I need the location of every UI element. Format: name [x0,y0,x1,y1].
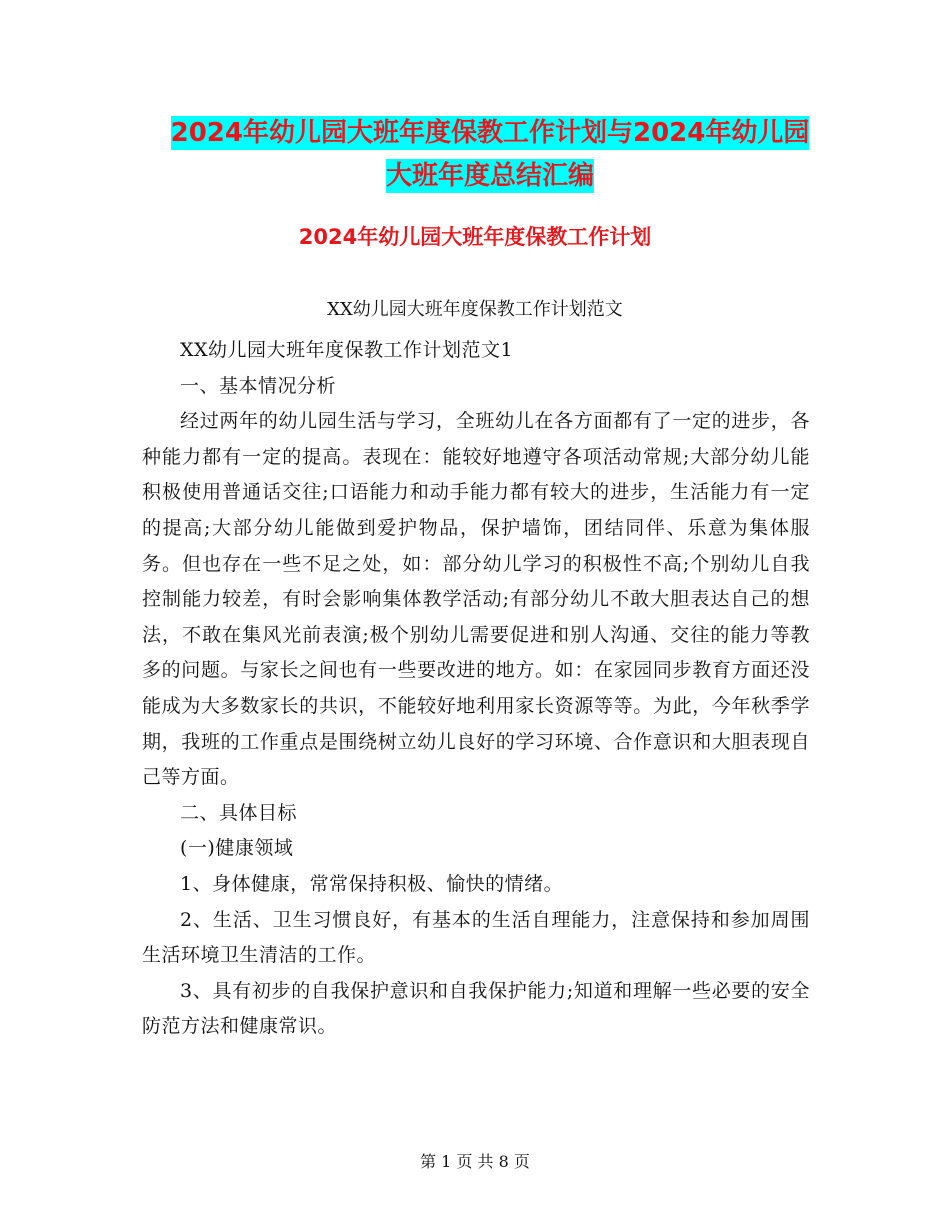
paragraph: 1、身体健康，常常保持积极、愉快的情绪。 [180,872,564,895]
document-title [140,112,840,198]
paragraph: (一)健康领域 [180,837,294,860]
paragraph: 一、基本情况分析 [180,374,337,397]
paragraph: XX幼儿园大班年度保教工作计划范文1 [180,339,514,361]
paragraph: 3、具有初步的自我保护意识和自我保护能力;知道和理解一些必要的安全防范方法和健康常识。 [142,979,810,1038]
title-line-1: 2024年幼儿园大班年度保教工作计划与2024年幼儿园 [170,118,810,148]
paragraph: 二、具体目标 [180,801,298,824]
title-line-2: 大班年度总结汇编 [385,161,594,191]
paragraph: 经过两年的幼儿园生活与学习，全班幼儿在各方面都有了一定的进步，各种能力都有一定的提高。表现在：能较好地遵守各项活动常规;大部分幼儿能积极使用普通话交往;口语能力和动手能力都有较大的进步，生活能力有一定的提高;大部分幼儿能做到爱护物品，保护墙饰，团结同伴、乐意为集体服务。但也存在一些不足之处，如：部分幼儿学习的积极性不高;个别幼儿自我控制能力较差，有时会影响集体教学活动;有部分幼儿不敢大胆表达自己的想法，不敢在集风光前表演;极个别幼儿需要促进和别人沟通、交往的能力等教多的问题。与家长之间也有一些要改进的地方。如：在家园同步教育方面还没能成为大多数家长的共识，不能较好地利用家长资源等等。为此，今年秋季学期，我班的工作重点是围绕树立幼儿良好的学习环境、合作意识和大胆表现自己等方面。 [142,410,810,789]
document-body [142,333,810,1045]
section-title: 2024年幼儿园大班年度保教工作计划 [298,225,652,249]
paragraph: 2、生活、卫生习惯良好，有基本的生活自理能力，注意保持和参加周围生活环境卫生清洁的工作。 [142,908,810,967]
page-footer: 第 1 页 共 8 页 [420,1152,530,1171]
document-subtitle: XX幼儿园大班年度保教工作计划范文 [327,299,623,320]
